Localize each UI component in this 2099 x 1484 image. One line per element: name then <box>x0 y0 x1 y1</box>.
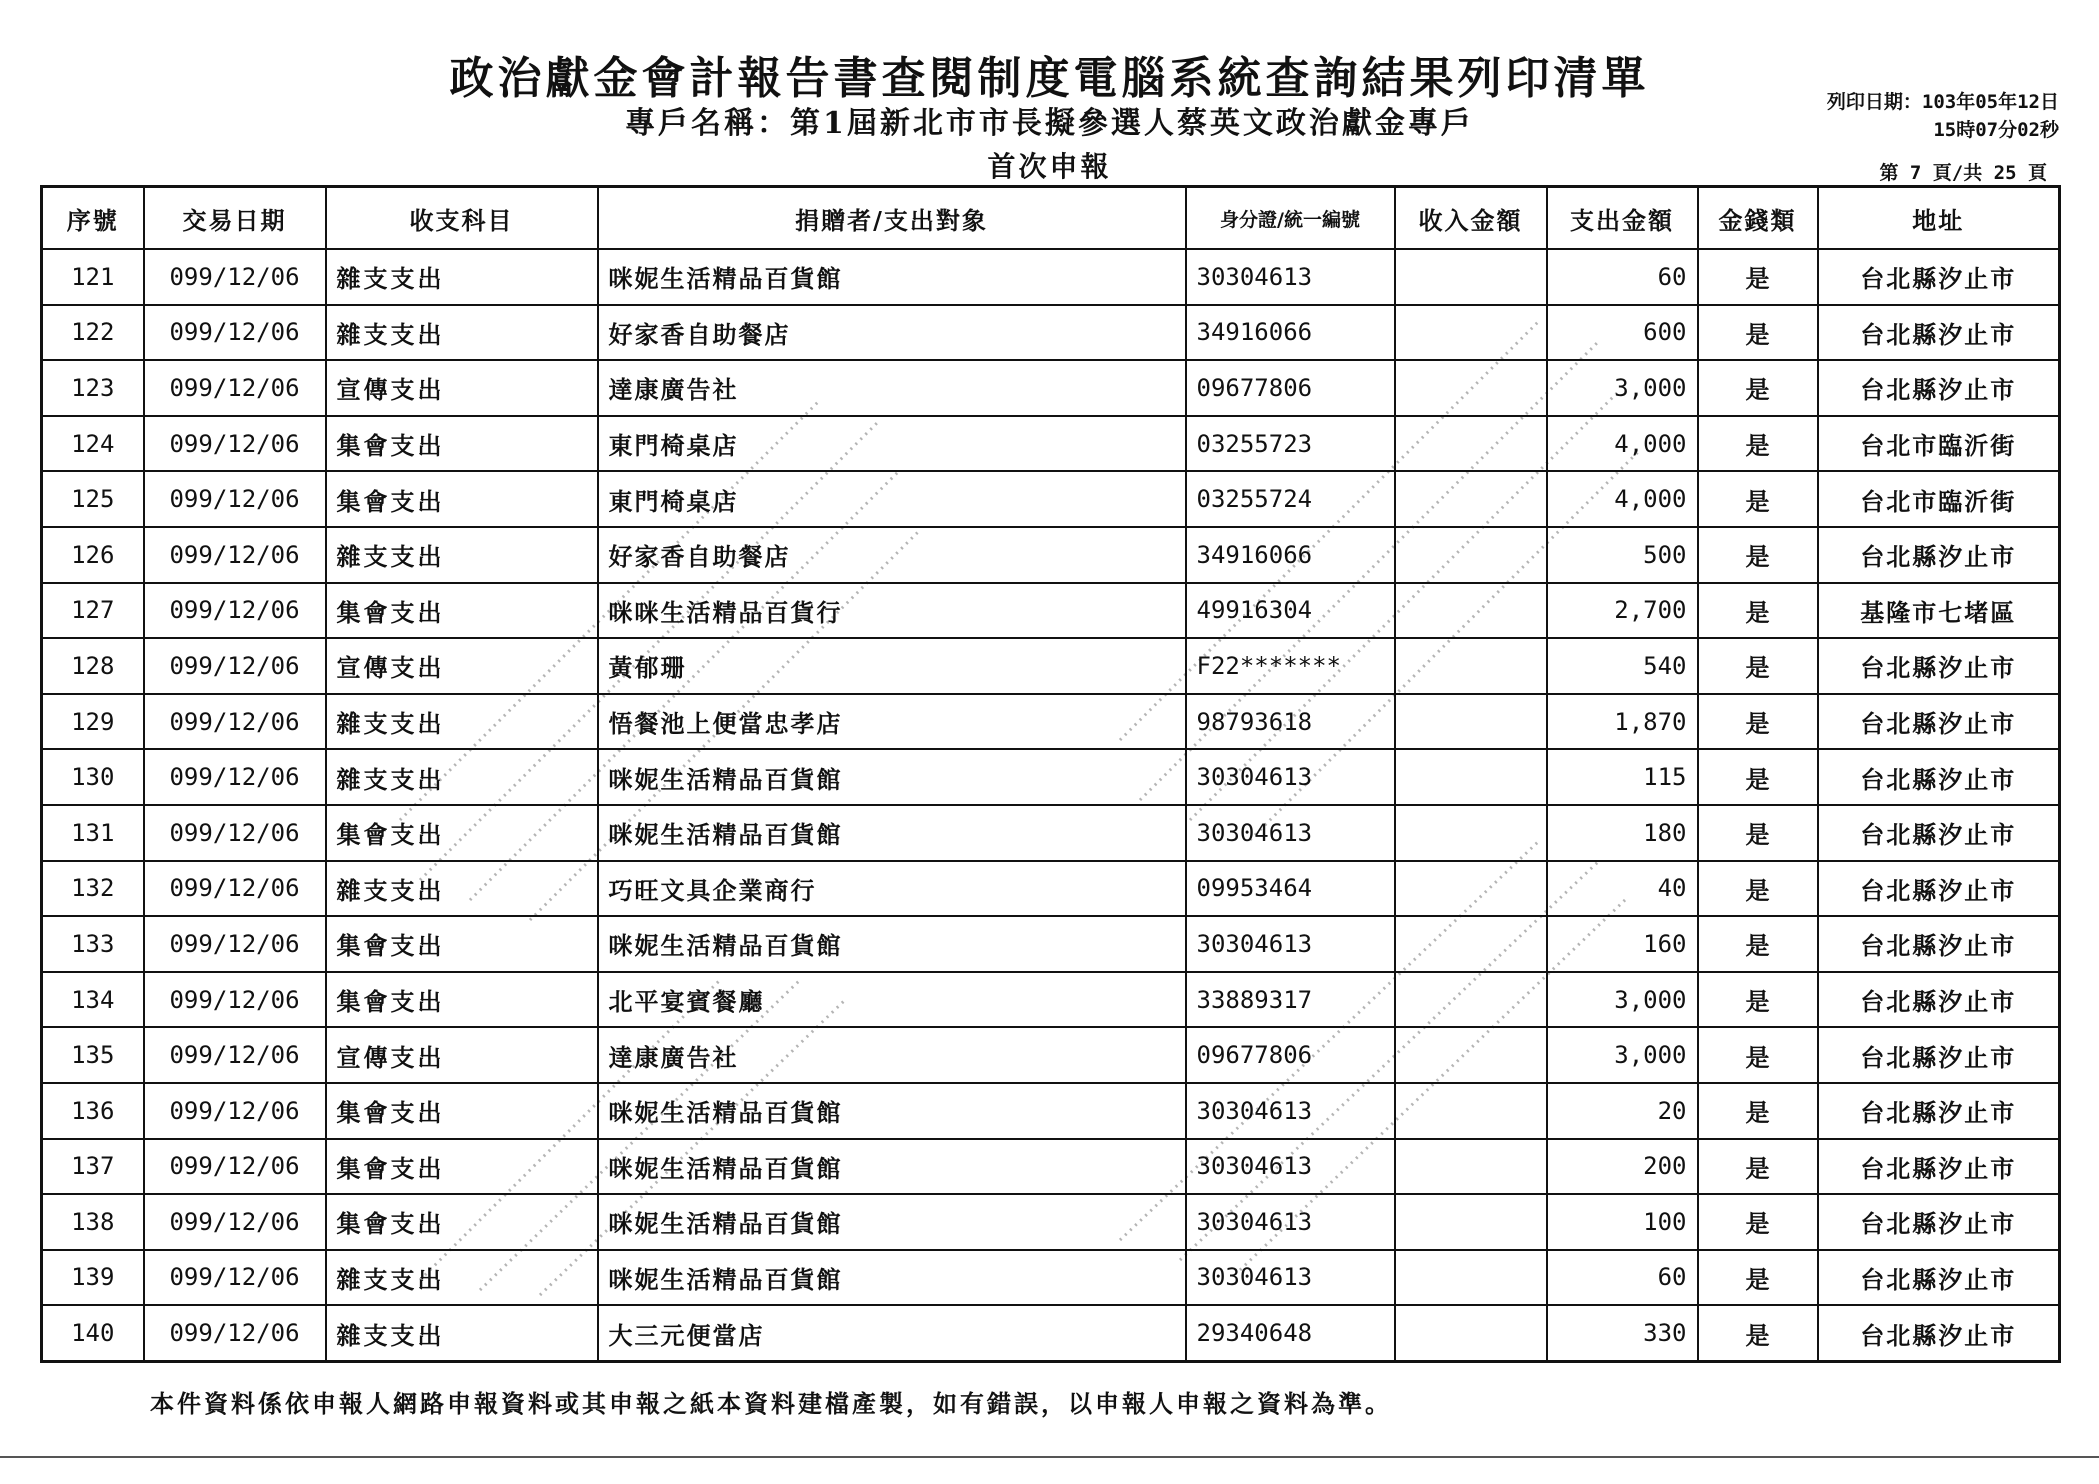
cell-income <box>1395 583 1547 639</box>
cell-payee: 咪妮生活精品百貨館 <box>598 916 1186 972</box>
cell-seq: 134 <box>42 972 144 1028</box>
cell-date: 099/12/06 <box>144 1139 326 1195</box>
cell-payee: 悟餐池上便當忠孝店 <box>598 694 1186 750</box>
cell-date: 099/12/06 <box>144 805 326 861</box>
cell-seq: 137 <box>42 1139 144 1195</box>
cell-subject: 宣傳支出 <box>326 360 598 416</box>
cell-subject: 雜支支出 <box>326 249 598 305</box>
cell-income <box>1395 360 1547 416</box>
cell-cash-flag: 是 <box>1698 249 1818 305</box>
cell-cash-flag: 是 <box>1698 861 1818 917</box>
cell-expense: 160 <box>1547 916 1698 972</box>
cell-subject: 集會支出 <box>326 916 598 972</box>
cell-income <box>1395 1139 1547 1195</box>
cell-payee: 北平宴賓餐廳 <box>598 972 1186 1028</box>
cell-date: 099/12/06 <box>144 1083 326 1139</box>
cell-payee: 黃郁珊 <box>598 638 1186 694</box>
cell-seq: 133 <box>42 916 144 972</box>
cell-cash-flag: 是 <box>1698 416 1818 472</box>
table-row <box>42 471 2060 527</box>
table-row <box>42 972 2060 1028</box>
page-info: 第 7 頁/共 25 頁 <box>1879 162 2047 184</box>
cell-income <box>1395 1305 1547 1361</box>
report-title: 政治獻金會計報告書查閱制度電腦系統查詢結果列印清單 <box>449 53 1650 104</box>
cell-expense: 2,700 <box>1547 583 1698 639</box>
cell-id: 33889317 <box>1186 972 1395 1028</box>
cell-seq: 121 <box>42 249 144 305</box>
cell-id: 34916066 <box>1186 305 1395 361</box>
cell-cash-flag: 是 <box>1698 972 1818 1028</box>
table-row <box>42 249 2060 305</box>
print-date: 列印日期：103年05年12日 <box>1826 91 2059 113</box>
cell-address: 台北縣汐止市 <box>1818 749 2060 805</box>
cell-seq: 126 <box>42 527 144 583</box>
table-row <box>42 1083 2060 1139</box>
column-header-date: 交易日期 <box>144 187 326 250</box>
table-body <box>42 249 2060 1361</box>
cell-id: 30304613 <box>1186 749 1395 805</box>
cell-expense: 60 <box>1547 249 1698 305</box>
cell-date: 099/12/06 <box>144 471 326 527</box>
cell-date: 099/12/06 <box>144 1194 326 1250</box>
cell-seq: 130 <box>42 749 144 805</box>
table-row <box>42 1305 2060 1361</box>
footer-note: 本件資料係依申報人網路申報資料或其申報之紙本資料建檔產製，如有錯誤，以申報人申報之資料為準。 <box>150 1389 1392 1418</box>
cell-date: 099/12/06 <box>144 1027 326 1083</box>
cell-date: 099/12/06 <box>144 1250 326 1306</box>
cell-subject: 集會支出 <box>326 583 598 639</box>
table-row <box>42 1194 2060 1250</box>
cell-expense: 3,000 <box>1547 1027 1698 1083</box>
cell-date: 099/12/06 <box>144 916 326 972</box>
cell-expense: 180 <box>1547 805 1698 861</box>
cell-subject: 雜支支出 <box>326 1305 598 1361</box>
cell-expense: 500 <box>1547 527 1698 583</box>
cell-address: 台北縣汐止市 <box>1818 805 2060 861</box>
cell-date: 099/12/06 <box>144 638 326 694</box>
cell-payee: 東門椅桌店 <box>598 471 1186 527</box>
cell-id: 03255723 <box>1186 416 1395 472</box>
cell-income <box>1395 1083 1547 1139</box>
table-row <box>42 861 2060 917</box>
cell-address: 台北縣汐止市 <box>1818 1305 2060 1361</box>
cell-address: 台北縣汐止市 <box>1818 1194 2060 1250</box>
column-header-seq: 序號 <box>42 187 144 250</box>
cell-seq: 128 <box>42 638 144 694</box>
table-row <box>42 694 2060 750</box>
cell-id: 09677806 <box>1186 360 1395 416</box>
cell-date: 099/12/06 <box>144 749 326 805</box>
column-header-cash: 金錢類 <box>1698 187 1818 250</box>
cell-payee: 大三元便當店 <box>598 1305 1186 1361</box>
cell-subject: 集會支出 <box>326 471 598 527</box>
cell-seq: 123 <box>42 360 144 416</box>
cell-address: 台北縣汐止市 <box>1818 249 2060 305</box>
table-row <box>42 1250 2060 1306</box>
cell-date: 099/12/06 <box>144 861 326 917</box>
cell-income <box>1395 1027 1547 1083</box>
cell-subject: 集會支出 <box>326 416 598 472</box>
cell-subject: 集會支出 <box>326 972 598 1028</box>
cell-payee: 咪妮生活精品百貨館 <box>598 749 1186 805</box>
report-type: 首次申報 <box>987 150 1112 183</box>
cell-income <box>1395 916 1547 972</box>
cell-date: 099/12/06 <box>144 416 326 472</box>
cell-seq: 125 <box>42 471 144 527</box>
cell-id: 03255724 <box>1186 471 1395 527</box>
cell-expense: 40 <box>1547 861 1698 917</box>
cell-cash-flag: 是 <box>1698 805 1818 861</box>
cell-id: 34916066 <box>1186 527 1395 583</box>
cell-payee: 咪妮生活精品百貨館 <box>598 1139 1186 1195</box>
cell-id: 30304613 <box>1186 249 1395 305</box>
cell-cash-flag: 是 <box>1698 1139 1818 1195</box>
cell-expense: 330 <box>1547 1305 1698 1361</box>
cell-income <box>1395 638 1547 694</box>
table-row <box>42 1139 2060 1195</box>
table-row <box>42 527 2060 583</box>
cell-subject: 雜支支出 <box>326 527 598 583</box>
cell-income <box>1395 1250 1547 1306</box>
table-row <box>42 1027 2060 1083</box>
cell-expense: 540 <box>1547 638 1698 694</box>
table-header-row <box>42 187 2060 250</box>
table-row <box>42 583 2060 639</box>
cell-date: 099/12/06 <box>144 249 326 305</box>
cell-cash-flag: 是 <box>1698 638 1818 694</box>
cell-payee: 達康廣告社 <box>598 1027 1186 1083</box>
cell-cash-flag: 是 <box>1698 694 1818 750</box>
print-time: 15時07分02秒 <box>1933 119 2059 141</box>
cell-seq: 140 <box>42 1305 144 1361</box>
cell-subject: 集會支出 <box>326 1139 598 1195</box>
cell-seq: 136 <box>42 1083 144 1139</box>
cell-cash-flag: 是 <box>1698 1250 1818 1306</box>
cell-expense: 200 <box>1547 1139 1698 1195</box>
cell-payee: 好家香自助餐店 <box>598 527 1186 583</box>
cell-payee: 咪妮生活精品百貨館 <box>598 1083 1186 1139</box>
cell-subject: 雜支支出 <box>326 1250 598 1306</box>
cell-date: 099/12/06 <box>144 305 326 361</box>
table-row <box>42 638 2060 694</box>
cell-seq: 131 <box>42 805 144 861</box>
cell-date: 099/12/06 <box>144 360 326 416</box>
cell-cash-flag: 是 <box>1698 1027 1818 1083</box>
cell-income <box>1395 861 1547 917</box>
cell-income <box>1395 416 1547 472</box>
cell-id: F22******* <box>1186 638 1395 694</box>
cell-income <box>1395 805 1547 861</box>
cell-cash-flag: 是 <box>1698 1305 1818 1361</box>
cell-subject: 宣傳支出 <box>326 638 598 694</box>
cell-address: 台北縣汐止市 <box>1818 360 2060 416</box>
cell-date: 099/12/06 <box>144 583 326 639</box>
cell-id: 98793618 <box>1186 694 1395 750</box>
cell-date: 099/12/06 <box>144 527 326 583</box>
page-divider <box>0 1456 2099 1458</box>
cell-payee: 達康廣告社 <box>598 360 1186 416</box>
cell-expense: 100 <box>1547 1194 1698 1250</box>
cell-address: 台北縣汐止市 <box>1818 1083 2060 1139</box>
table-row <box>42 305 2060 361</box>
table-row <box>42 360 2060 416</box>
cell-expense: 3,000 <box>1547 972 1698 1028</box>
column-header-income: 收入金額 <box>1395 187 1547 250</box>
column-header-expense: 支出金額 <box>1547 187 1698 250</box>
cell-expense: 20 <box>1547 1083 1698 1139</box>
print-timestamp <box>1827 88 2059 144</box>
cell-seq: 129 <box>42 694 144 750</box>
cell-income <box>1395 527 1547 583</box>
cell-subject: 雜支支出 <box>326 305 598 361</box>
cell-id: 30304613 <box>1186 916 1395 972</box>
cell-payee: 咪妮生活精品百貨館 <box>598 805 1186 861</box>
cell-cash-flag: 是 <box>1698 749 1818 805</box>
cell-address: 台北縣汐止市 <box>1818 1250 2060 1306</box>
cell-cash-flag: 是 <box>1698 1194 1818 1250</box>
column-header-address: 地址 <box>1818 187 2060 250</box>
cell-subject: 集會支出 <box>326 1083 598 1139</box>
cell-expense: 600 <box>1547 305 1698 361</box>
column-header-payee: 捐贈者/支出對象 <box>598 187 1186 250</box>
cell-subject: 雜支支出 <box>326 861 598 917</box>
cell-income <box>1395 694 1547 750</box>
cell-seq: 139 <box>42 1250 144 1306</box>
cell-cash-flag: 是 <box>1698 583 1818 639</box>
cell-subject: 集會支出 <box>326 805 598 861</box>
table-row <box>42 805 2060 861</box>
cell-address: 台北縣汐止市 <box>1818 1139 2060 1195</box>
table-row <box>42 916 2060 972</box>
cell-date: 099/12/06 <box>144 1305 326 1361</box>
cell-seq: 122 <box>42 305 144 361</box>
cell-id: 30304613 <box>1186 1194 1395 1250</box>
account-name: 專戶名稱：第1屆新北市市長擬參選人蔡英文政治獻金專戶 <box>625 106 1474 141</box>
cell-address: 台北縣汐止市 <box>1818 527 2060 583</box>
table-row <box>42 749 2060 805</box>
cell-expense: 1,870 <box>1547 694 1698 750</box>
cell-expense: 4,000 <box>1547 416 1698 472</box>
cell-date: 099/12/06 <box>144 694 326 750</box>
cell-date: 099/12/06 <box>144 972 326 1028</box>
cell-id: 09953464 <box>1186 861 1395 917</box>
column-header-subject: 收支科目 <box>326 187 598 250</box>
cell-expense: 115 <box>1547 749 1698 805</box>
cell-id: 30304613 <box>1186 1250 1395 1306</box>
cell-subject: 集會支出 <box>326 1194 598 1250</box>
column-header-id: 身分證/統一編號 <box>1186 187 1395 250</box>
cell-payee: 東門椅桌店 <box>598 416 1186 472</box>
cell-id: 29340648 <box>1186 1305 1395 1361</box>
cell-subject: 雜支支出 <box>326 694 598 750</box>
cell-cash-flag: 是 <box>1698 471 1818 527</box>
cell-payee: 好家香自助餐店 <box>598 305 1186 361</box>
cell-address: 台北市臨沂街 <box>1818 416 2060 472</box>
cell-income <box>1395 1194 1547 1250</box>
cell-address: 台北縣汐止市 <box>1818 861 2060 917</box>
cell-id: 30304613 <box>1186 1139 1395 1195</box>
cell-seq: 135 <box>42 1027 144 1083</box>
cell-address: 台北市臨沂街 <box>1818 471 2060 527</box>
cell-seq: 132 <box>42 861 144 917</box>
cell-income <box>1395 749 1547 805</box>
cell-seq: 124 <box>42 416 144 472</box>
cell-id: 09677806 <box>1186 1027 1395 1083</box>
cell-id: 30304613 <box>1186 1083 1395 1139</box>
cell-subject: 宣傳支出 <box>326 1027 598 1083</box>
cell-expense: 3,000 <box>1547 360 1698 416</box>
cell-id: 49916304 <box>1186 583 1395 639</box>
cell-income <box>1395 471 1547 527</box>
transaction-table <box>40 185 2061 1363</box>
cell-id: 30304613 <box>1186 805 1395 861</box>
cell-subject: 雜支支出 <box>326 749 598 805</box>
cell-address: 台北縣汐止市 <box>1818 638 2060 694</box>
cell-payee: 咪咪生活精品百貨行 <box>598 583 1186 639</box>
cell-address: 台北縣汐止市 <box>1818 972 2060 1028</box>
cell-payee: 咪妮生活精品百貨館 <box>598 1250 1186 1306</box>
cell-expense: 4,000 <box>1547 471 1698 527</box>
table-row <box>42 416 2060 472</box>
cell-income <box>1395 972 1547 1028</box>
cell-payee: 巧旺文具企業商行 <box>598 861 1186 917</box>
cell-cash-flag: 是 <box>1698 1083 1818 1139</box>
cell-seq: 127 <box>42 583 144 639</box>
cell-income <box>1395 305 1547 361</box>
cell-payee: 咪妮生活精品百貨館 <box>598 1194 1186 1250</box>
cell-address: 台北縣汐止市 <box>1818 305 2060 361</box>
cell-payee: 咪妮生活精品百貨館 <box>598 249 1186 305</box>
cell-address: 基隆市七堵區 <box>1818 583 2060 639</box>
cell-cash-flag: 是 <box>1698 305 1818 361</box>
cell-cash-flag: 是 <box>1698 527 1818 583</box>
cell-seq: 138 <box>42 1194 144 1250</box>
cell-address: 台北縣汐止市 <box>1818 916 2060 972</box>
cell-expense: 60 <box>1547 1250 1698 1306</box>
cell-income <box>1395 249 1547 305</box>
cell-address: 台北縣汐止市 <box>1818 1027 2060 1083</box>
cell-cash-flag: 是 <box>1698 360 1818 416</box>
cell-address: 台北縣汐止市 <box>1818 694 2060 750</box>
cell-cash-flag: 是 <box>1698 916 1818 972</box>
